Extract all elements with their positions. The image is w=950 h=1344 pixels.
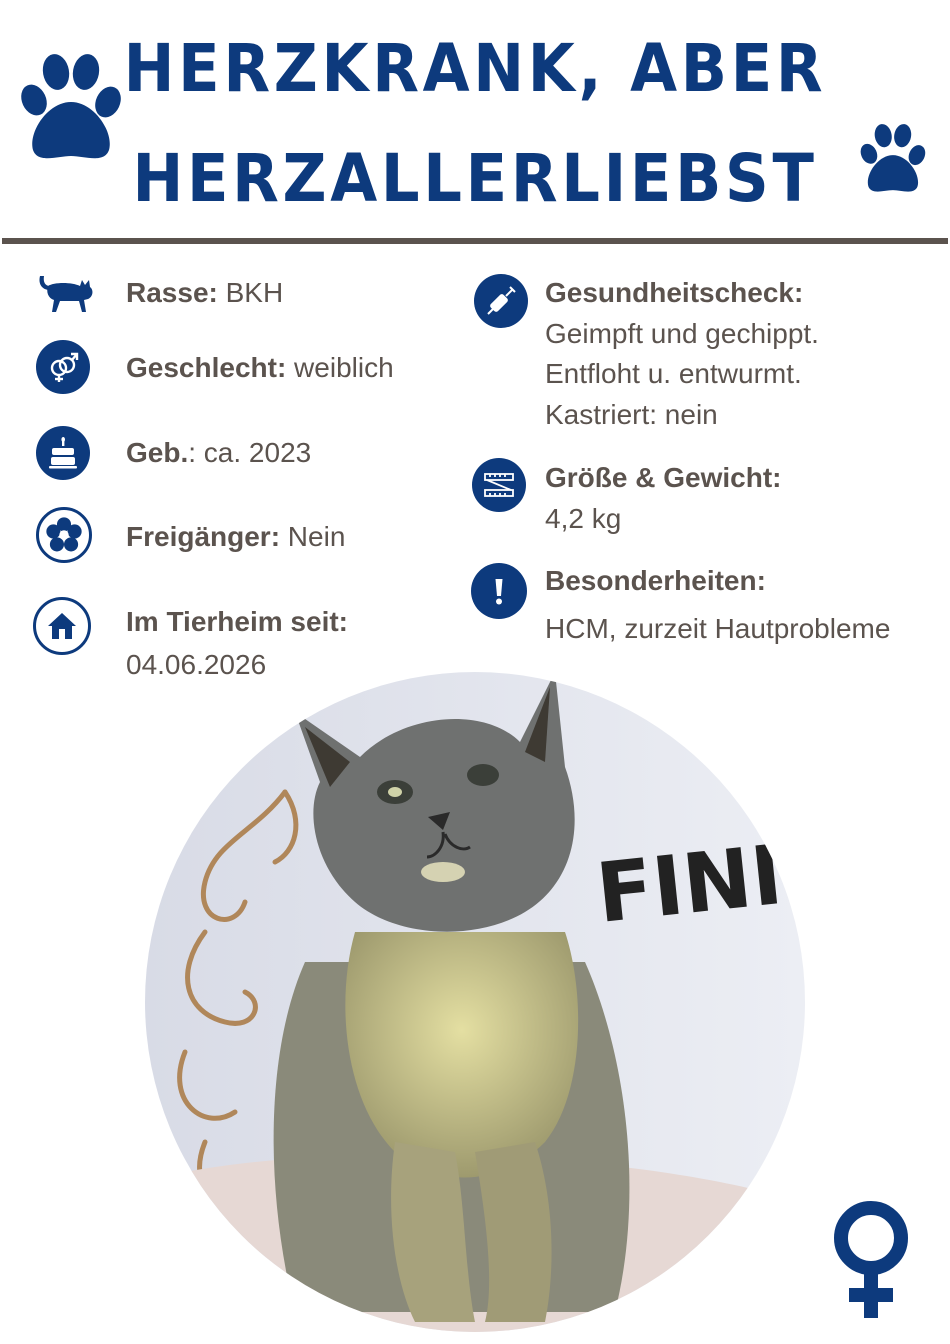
groesse-row	[545, 458, 781, 498]
gesundheit-line-1: Geimpft und gechippt.	[545, 318, 819, 349]
syringe-icon	[474, 274, 528, 328]
geb-row	[126, 433, 311, 473]
cake-icon	[36, 426, 90, 480]
cat-photo	[145, 672, 805, 1332]
rasse-row	[126, 273, 283, 313]
freiganger-value: Nein	[280, 521, 346, 552]
flower-icon	[36, 507, 92, 563]
geschlecht-label: Geschlecht:	[126, 352, 287, 383]
groesse-label: Größe & Gewicht:	[545, 462, 782, 493]
house-icon	[33, 597, 91, 655]
besonderheiten-row	[545, 561, 766, 601]
title-line-1: HERZKRANK, ABER	[123, 30, 827, 107]
geschlecht-row	[126, 348, 394, 388]
gesundheit-line-3: Kastriert: nein	[545, 399, 718, 430]
besonderheiten-value: HCM, zurzeit Hautprobleme	[545, 613, 891, 644]
geb-value: : ca. 2023	[188, 437, 312, 468]
freiganger-label: Freigänger:	[126, 521, 281, 552]
exclamation-icon	[471, 563, 527, 619]
freiganger-row	[126, 517, 345, 557]
geb-label: Geb.	[126, 437, 189, 468]
geschlecht-value: weiblich	[286, 352, 394, 383]
title-line-2: HERZALLERLIEBST	[132, 140, 818, 217]
gesundheit-line-2: Entfloht u. entwurmt.	[545, 358, 802, 389]
divider	[2, 238, 948, 244]
gesundheit-label: Gesundheitscheck:	[545, 277, 804, 308]
groesse-value: 4,2 kg	[545, 503, 622, 534]
tierheim-row	[126, 602, 348, 642]
gender-icon	[36, 340, 90, 394]
tierheim-label: Im Tierheim seit:	[126, 606, 349, 637]
wall-text: FINI	[592, 828, 787, 942]
tierheim-value: 04.06.2026	[126, 649, 267, 680]
rasse-label: Rasse:	[126, 277, 218, 308]
female-symbol-icon	[826, 1200, 916, 1322]
besonderheiten-label: Besonderheiten:	[545, 565, 766, 596]
rasse-value: BKH	[217, 277, 284, 308]
gesundheit-row	[545, 273, 803, 313]
ruler-icon	[472, 458, 526, 512]
cat-icon	[36, 270, 96, 314]
